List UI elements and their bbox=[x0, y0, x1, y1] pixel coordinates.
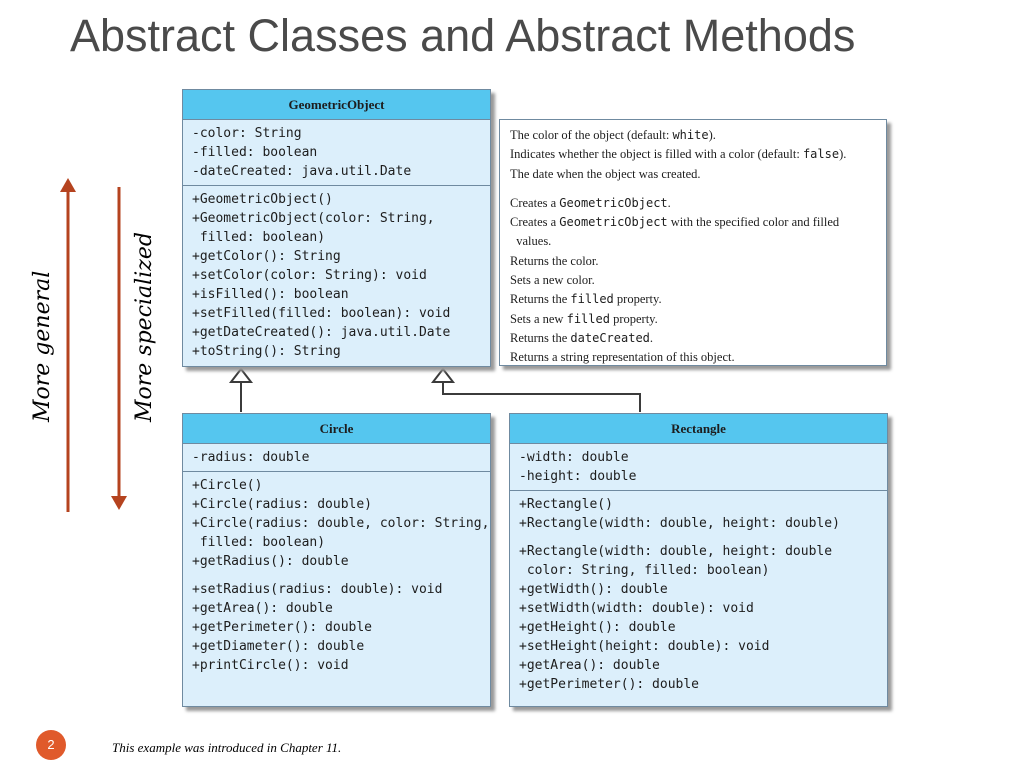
description-line bbox=[510, 165, 886, 184]
uml-member: +Rectangle(width: double, height: double) bbox=[519, 516, 840, 531]
description-text: Returns a string representation of this object. bbox=[510, 350, 735, 365]
description-text: . bbox=[649, 330, 654, 345]
geometric-object-descriptions bbox=[499, 119, 887, 366]
slide-title: Abstract Classes and Abstract Methods bbox=[70, 10, 856, 61]
uml-member: -width: double bbox=[519, 450, 629, 465]
description-line bbox=[510, 290, 886, 309]
uml-member: +getWidth(): double bbox=[519, 582, 668, 597]
uml-member: -height: double bbox=[519, 469, 637, 484]
description-text: Sets a new color. bbox=[510, 273, 595, 288]
uml-member: filled: boolean) bbox=[192, 535, 326, 550]
uml-member: +getPerimeter(): double bbox=[519, 677, 700, 692]
uml-member: -color: String bbox=[192, 126, 302, 141]
member-gap bbox=[192, 571, 490, 580]
description-text: Creates a bbox=[510, 215, 560, 230]
uml-member: +Rectangle() bbox=[519, 497, 613, 512]
uml-member: +setColor(color: String): void bbox=[192, 268, 427, 283]
code-term: GeometricObject bbox=[559, 195, 668, 210]
geometric-object-methods bbox=[183, 186, 490, 365]
description-line bbox=[510, 329, 886, 348]
uml-member: +setFilled(filled: boolean): void bbox=[192, 306, 451, 321]
uml-member: +Circle(radius: double, color: String, bbox=[192, 516, 490, 531]
uml-member: +getArea(): double bbox=[192, 601, 333, 616]
description-text: Creates a bbox=[510, 195, 560, 210]
description-text: Indicates whether the object is filled with a color (default: bbox=[510, 147, 803, 162]
uml-member: +setRadius(radius: double): void bbox=[192, 582, 443, 597]
circle-class bbox=[182, 413, 491, 707]
rectangle-attributes bbox=[510, 444, 887, 491]
uml-member: +printCircle(): void bbox=[192, 658, 349, 673]
description-line bbox=[510, 252, 886, 271]
description-text: Returns the bbox=[510, 292, 571, 307]
code-term: GeometricObject bbox=[559, 215, 668, 230]
uml-member: -dateCreated: java.util.Date bbox=[192, 164, 412, 179]
uml-member: +GeometricObject(color: String, bbox=[192, 211, 435, 226]
description-text: Returns the bbox=[510, 330, 571, 345]
description-text: . bbox=[667, 195, 671, 210]
description-text: Sets a new bbox=[510, 311, 567, 326]
rectangle-class bbox=[509, 413, 888, 707]
uml-member: +getDateCreated(): java.util.Date bbox=[192, 325, 451, 340]
uml-member: +isFilled(): boolean bbox=[192, 287, 349, 302]
description-text: ). bbox=[708, 128, 716, 142]
geometric-object-name: GeometricObject bbox=[183, 90, 490, 120]
code-term: false bbox=[802, 147, 840, 162]
code-term: filled bbox=[570, 292, 614, 307]
uml-member: +getPerimeter(): double bbox=[192, 620, 373, 635]
rectangle-inheritance-arrow bbox=[433, 369, 640, 412]
description-text: values. bbox=[510, 234, 552, 249]
uml-member: +Rectangle(width: double, height: double bbox=[519, 544, 833, 559]
description-line bbox=[510, 213, 886, 232]
description-gap bbox=[510, 184, 886, 194]
geometric-object-attributes bbox=[183, 120, 490, 186]
circle-inheritance-arrow bbox=[231, 369, 251, 412]
more-general-arrow bbox=[60, 178, 76, 512]
uml-member: +GeometricObject() bbox=[192, 192, 333, 207]
uml-member: +Circle() bbox=[192, 478, 263, 493]
more-general-label: More general bbox=[30, 270, 55, 422]
description-line bbox=[510, 348, 886, 367]
code-term: white bbox=[672, 128, 709, 142]
uml-member: +getColor(): String bbox=[192, 249, 341, 264]
uml-member: color: String, filled: boolean) bbox=[519, 563, 770, 578]
rectangle-name: Rectangle bbox=[510, 414, 887, 444]
uml-member: +toString(): String bbox=[192, 344, 341, 359]
rectangle-methods bbox=[510, 491, 887, 698]
description-line bbox=[510, 194, 886, 213]
geometric-object-class bbox=[182, 89, 491, 367]
uml-member: filled: boolean) bbox=[192, 230, 326, 245]
uml-member: +setWidth(width: double): void bbox=[519, 601, 754, 616]
circle-name: Circle bbox=[183, 414, 490, 444]
uml-member: +getDiameter(): double bbox=[192, 639, 365, 654]
description-line bbox=[510, 271, 886, 290]
code-term: filled bbox=[566, 311, 610, 326]
description-line bbox=[510, 310, 886, 329]
description-text: The color of the object (default: bbox=[510, 128, 673, 142]
description-text: The date when the object was created. bbox=[510, 166, 701, 181]
member-gap bbox=[519, 533, 887, 542]
description-text: property. bbox=[609, 311, 658, 326]
circle-attributes bbox=[183, 444, 490, 472]
more-specialized-arrow bbox=[111, 187, 127, 510]
description-text: property. bbox=[613, 292, 662, 307]
uml-member: -filled: boolean bbox=[192, 145, 318, 160]
uml-member: +getHeight(): double bbox=[519, 620, 676, 635]
description-text: Returns the color. bbox=[510, 253, 599, 268]
code-term: dateCreated bbox=[570, 330, 650, 345]
description-line bbox=[510, 145, 886, 164]
uml-member: +getArea(): double bbox=[519, 658, 660, 673]
page-number-badge: 2 bbox=[36, 730, 66, 760]
circle-methods bbox=[183, 472, 490, 679]
uml-member: +getRadius(): double bbox=[192, 554, 349, 569]
description-text: with the specified color and filled bbox=[667, 215, 840, 230]
uml-member: +Circle(radius: double) bbox=[192, 497, 373, 512]
footnote: This example was introduced in Chapter 11. bbox=[112, 740, 342, 755]
more-specialized-label: More specialized bbox=[132, 232, 157, 422]
description-line bbox=[510, 126, 886, 145]
description-line bbox=[510, 232, 886, 251]
description-text: ). bbox=[839, 147, 847, 162]
uml-member: +setHeight(height: double): void bbox=[519, 639, 770, 654]
uml-member: -radius: double bbox=[192, 450, 310, 465]
